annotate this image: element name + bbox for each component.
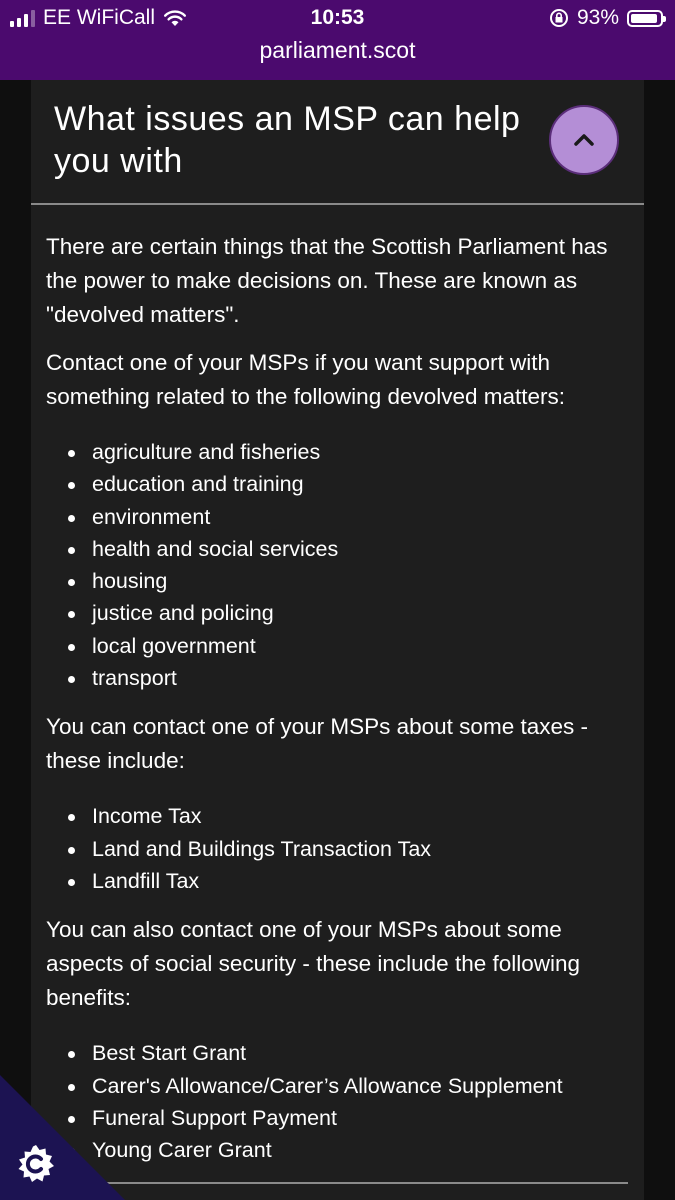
section-divider — [45, 1182, 628, 1184]
battery-icon — [627, 10, 663, 27]
benefits-list — [31, 1037, 636, 1166]
list-item: agriculture and fisheries — [31, 436, 636, 468]
list-item: local government — [31, 630, 636, 662]
list-item: Young Carer Grant — [31, 1134, 636, 1166]
carrier-name: EE WiFiCall — [43, 6, 156, 29]
accordion-title: What issues an MSP can help you with — [54, 100, 521, 180]
taxes-list — [31, 800, 636, 897]
status-bar — [0, 6, 675, 32]
battery-fill — [631, 14, 657, 23]
list-item: housing — [31, 565, 636, 597]
address-bar-url[interactable]: parliament.scot — [259, 37, 416, 63]
list-item: health and social services — [31, 533, 636, 565]
accordion-content — [46, 230, 636, 1180]
taxes-intro-paragraph: You can contact one of your MSPs about some taxes - these include: — [46, 714, 588, 774]
list-item: Land and Buildings Transaction Tax — [31, 833, 636, 865]
list-item: Best Start Grant — [31, 1037, 636, 1069]
list-item: transport — [31, 662, 636, 694]
battery-percent: 93% — [576, 6, 619, 29]
devolved-intro-paragraph: Contact one of your MSPs if you want support with something related to the following devolved matters: — [46, 350, 566, 409]
chevron-up-icon — [572, 132, 596, 148]
browser-top-bar — [0, 0, 675, 80]
rotation-lock-icon — [549, 8, 569, 28]
list-item: Funeral Support Payment — [31, 1102, 636, 1134]
battery-group — [549, 6, 663, 30]
list-item: education and training — [31, 468, 636, 500]
list-item: Landfill Tax — [31, 865, 636, 897]
collapse-button[interactable] — [549, 105, 619, 175]
cookie-settings-icon[interactable] — [14, 1142, 58, 1186]
list-item: justice and policing — [31, 597, 636, 629]
clock: 10:53 — [310, 6, 365, 29]
intro-paragraph: There are certain things that the Scottish Parliament has the power to make decisions on. These are known as "devolved matters". — [46, 234, 608, 327]
list-item: Income Tax — [31, 800, 636, 832]
benefits-intro-paragraph: You can also contact one of your MSPs about some aspects of social security - these include the following benefits: — [46, 917, 581, 1011]
list-item: environment — [31, 501, 636, 533]
accordion-header[interactable] — [31, 80, 644, 205]
list-item: Carer's Allowance/Carer’s Allowance Supplement — [31, 1070, 636, 1102]
devolved-matters-list — [31, 436, 636, 694]
